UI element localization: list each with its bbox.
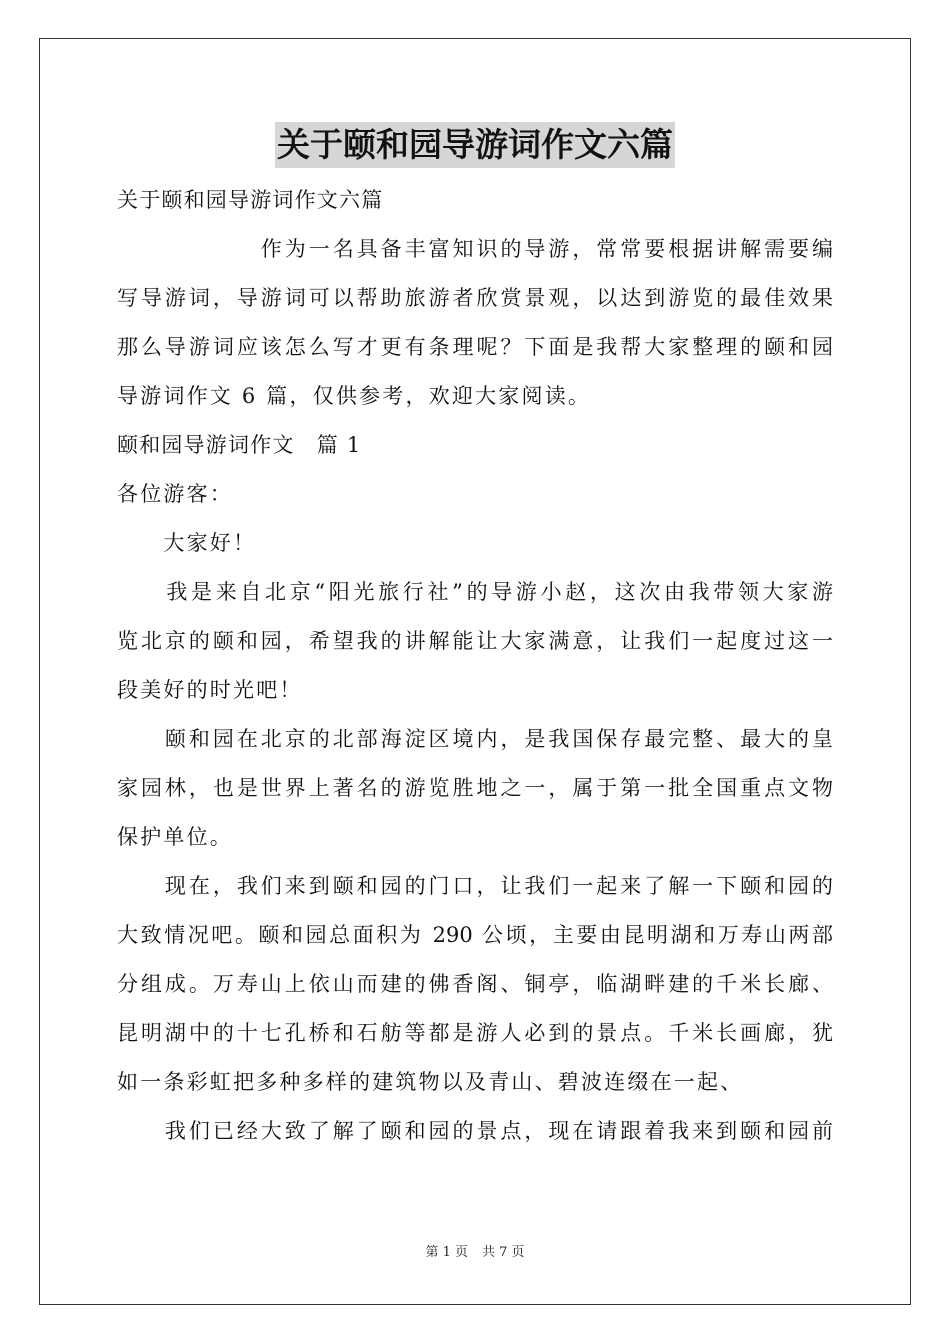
paragraph-line: 我是来自北京“阳光旅行社”的导游小赵，这次由我带领大家游 bbox=[117, 580, 833, 604]
page-footer bbox=[0, 1243, 950, 1263]
paragraph-line: 作为一名具备丰富知识的导游，常常要根据讲解需要编 bbox=[117, 237, 833, 261]
paragraph-line: 我们已经大致了解了颐和园的景点，现在请跟着我来到颐和园前 bbox=[117, 1119, 833, 1143]
document-subtitle: 关于颐和园导游词作文六篇 bbox=[117, 188, 384, 212]
paragraph-line: 昆明湖中的十七孔桥和石舫等都是游人必到的景点。千米长画廊，犹 bbox=[117, 1021, 833, 1045]
document-body bbox=[117, 176, 833, 1156]
paragraph-line: 颐和园在北京的北部海淀区境内，是我国保存最完整、最大的皇 bbox=[117, 727, 833, 751]
paragraph-line: 段美好的时光吧！ bbox=[117, 678, 303, 702]
paragraph-line: 那么导游词应该怎么写才更有条理呢？下面是我帮大家整理的颐和园 bbox=[117, 335, 833, 359]
paragraph-line: 现在，我们来到颐和园的门口，让我们一起来了解一下颐和园的 bbox=[117, 874, 833, 898]
section-heading: 颐和园导游词作文 篇 1 bbox=[117, 433, 362, 457]
title-container bbox=[0, 122, 950, 168]
page-number: 第 1 页 bbox=[425, 1245, 468, 1260]
document-title: 关于颐和园导游词作文六篇 bbox=[275, 122, 675, 168]
page-total: 共 7 页 bbox=[482, 1245, 525, 1260]
paragraph-line: 大家好！ bbox=[117, 531, 257, 555]
paragraph-line: 分组成。万寿山上依山而建的佛香阁、铜亭，临湖畔建的千米长廊、 bbox=[117, 972, 833, 996]
paragraph-line: 如一条彩虹把多种多样的建筑物以及青山、碧波连缀在一起、 bbox=[117, 1070, 744, 1094]
paragraph-line: 各位游客： bbox=[117, 482, 233, 506]
paragraph-line: 家园林，也是世界上著名的游览胜地之一，属于第一批全国重点文物 bbox=[117, 776, 833, 800]
paragraph-line: 大致情况吧。颐和园总面积为 290 公顷，主要由昆明湖和万寿山两部 bbox=[117, 923, 833, 947]
paragraph-line: 保护单位。 bbox=[117, 825, 233, 849]
paragraph-line: 写导游词，导游词可以帮助旅游者欣赏景观，以达到游览的最佳效果 bbox=[117, 286, 833, 310]
paragraph-line: 导游词作文 6 篇，仅供参考，欢迎大家阅读。 bbox=[117, 384, 592, 408]
paragraph-line: 览北京的颐和园，希望我的讲解能让大家满意，让我们一起度过这一 bbox=[117, 629, 833, 653]
